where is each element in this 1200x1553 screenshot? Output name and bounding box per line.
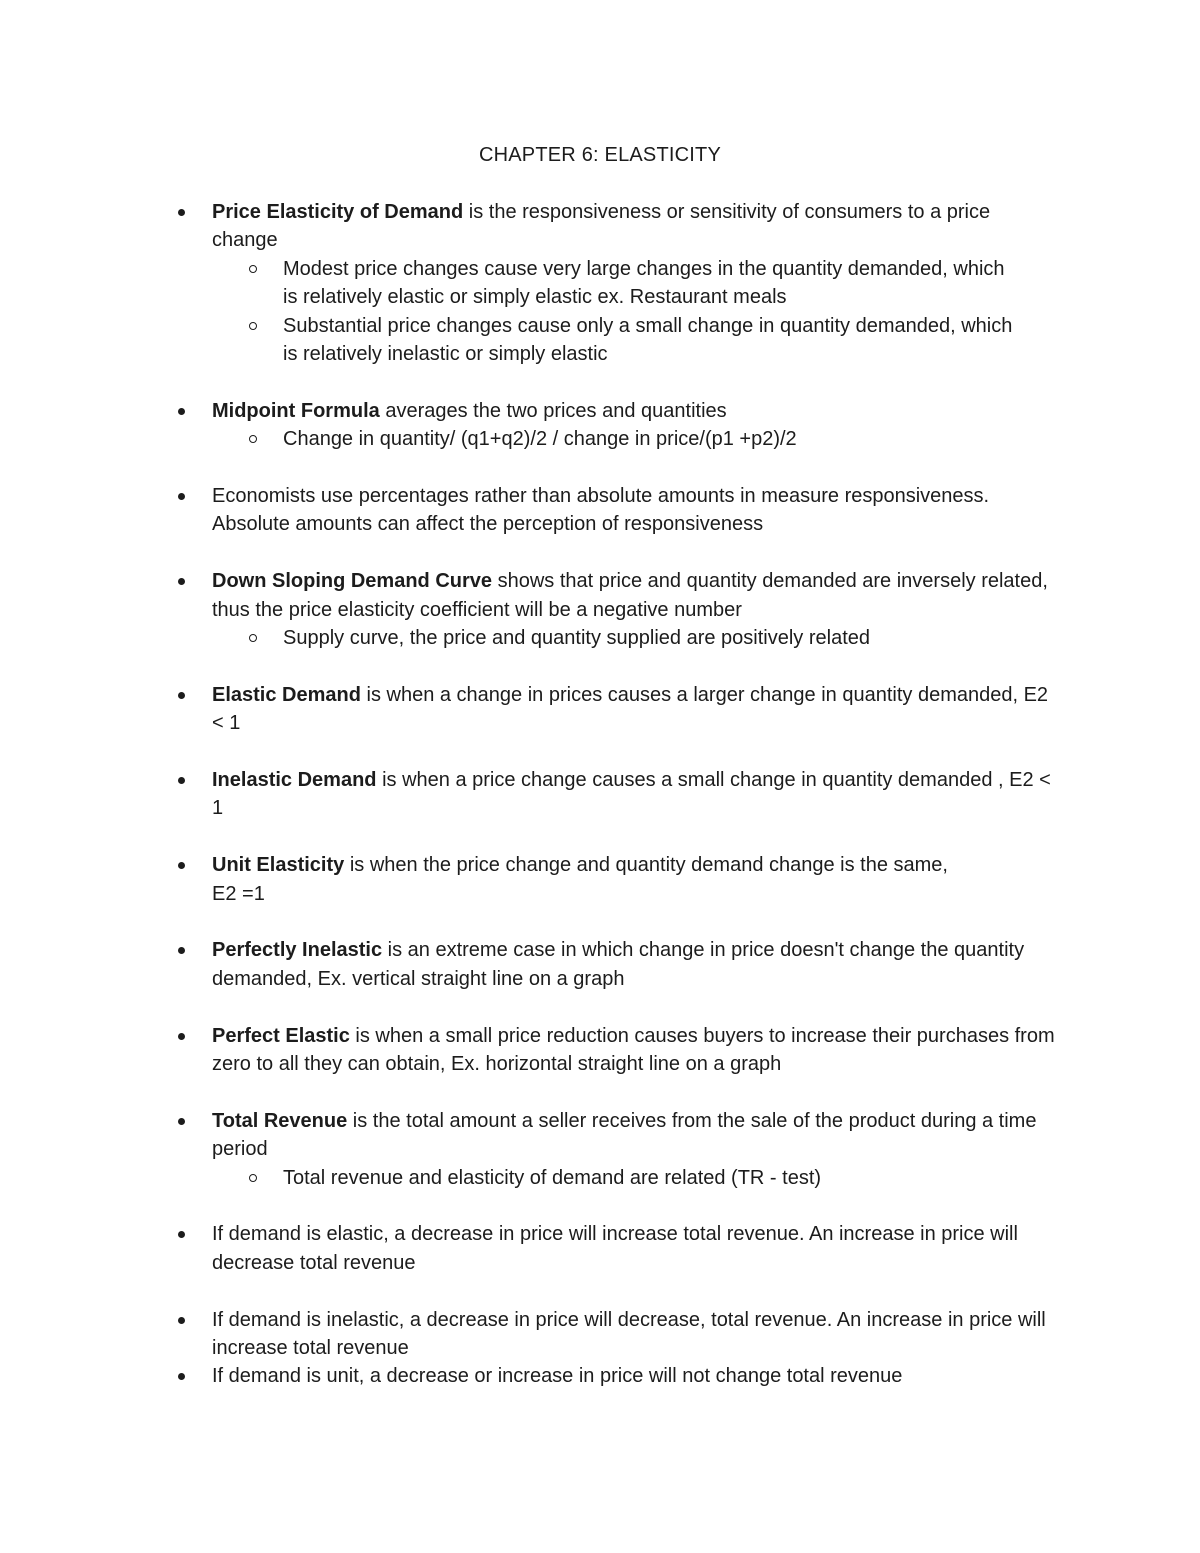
list-item <box>0 1362 1057 1390</box>
list-item <box>0 1306 1057 1363</box>
bullet-icon <box>178 578 185 585</box>
list-item <box>0 1022 1057 1079</box>
term: Elastic Demand <box>212 683 361 706</box>
definition: Economists use percentages rather than absolute amounts in measure responsiveness. Absolute amounts can affect the perception of responsiveness <box>212 485 990 536</box>
definition: is when a small price reduction causes buyers to increase their purchases from zero to all they can obtain, Ex. horizontal straight line on a graph <box>212 1024 1055 1076</box>
definition: is the total amount a seller receives from the sale of the product during a time period <box>212 1109 1037 1161</box>
circle-bullet-icon <box>249 322 257 330</box>
list-item <box>0 567 1057 624</box>
list-item <box>0 198 1057 255</box>
circle-bullet-icon <box>249 435 257 443</box>
definition: is an extreme case in which change in price doesn't change the quantity demanded, Ex. vertical straight line on a graph <box>212 939 1025 990</box>
bullet-icon <box>178 209 185 216</box>
bullet-icon <box>178 1317 185 1324</box>
list-item <box>0 1107 1057 1164</box>
term: Price Elasticity of Demand <box>212 201 464 223</box>
list-item <box>0 482 1057 539</box>
list-item <box>0 1220 1057 1277</box>
bullet-icon <box>178 777 185 784</box>
definition: is when a price change causes a small change in quantity demanded , E2 < 1 <box>212 769 1051 820</box>
notes-list <box>0 198 1200 1391</box>
term: Unit Elasticity <box>212 854 345 877</box>
sub-list-item: Supply curve, the price and quantity supplied are positively related <box>0 624 1023 652</box>
bullet-icon <box>178 408 185 415</box>
bullet-icon <box>178 862 185 869</box>
definition: averages the two prices and quantities <box>379 399 727 422</box>
definition: is when a change in prices causes a larger change in quantity demanded, E2 < 1 <box>212 683 1049 735</box>
definition: shows that price and quantity demanded are inversely related, thus the price elasticity coefficient will be a negative number <box>212 570 1048 621</box>
definition: If demand is elastic, a decrease in price will increase total revenue. An increase in price will decrease total revenue <box>212 1223 1018 1274</box>
definition: is when the price change and quantity demand change is the same, <box>344 854 948 877</box>
bullet-icon <box>178 1231 185 1238</box>
term: Inelastic Demand <box>212 769 377 792</box>
sub-list-item: Total revenue and elasticity of demand are related (TR - test) <box>0 1164 1023 1192</box>
list-item <box>0 851 1057 908</box>
definition: If demand is inelastic, a decrease in price will decrease, total revenue. An increase in price will increase total revenue <box>212 1308 1046 1360</box>
bullet-icon <box>178 1373 185 1380</box>
term: Total Revenue <box>212 1109 348 1132</box>
list-item <box>0 766 1057 823</box>
sub-list-item: Change in quantity/ (q1+q2)/2 / change in price/(p1 +p2)/2 <box>0 425 1023 453</box>
definition: If demand is unit, a decrease or increase in price will not change total revenue <box>212 1365 903 1388</box>
term: Midpoint Formula <box>212 399 380 422</box>
list-item <box>0 936 1057 993</box>
bullet-icon <box>178 493 185 500</box>
bullet-icon <box>178 692 185 699</box>
term: Down Sloping Demand Curve <box>212 570 493 593</box>
list-item <box>0 681 1057 738</box>
bullet-icon <box>178 1118 185 1125</box>
definition-line-2: E2 =1 <box>212 882 265 905</box>
circle-bullet-icon <box>249 1174 257 1182</box>
circle-bullet-icon <box>249 634 257 642</box>
circle-bullet-icon <box>249 265 257 273</box>
list-item <box>0 397 1057 425</box>
term: Perfectly Inelastic <box>212 939 383 962</box>
bullet-icon <box>178 1033 185 1040</box>
sub-list-item: Modest price changes cause very large changes in the quantity demanded, which is relatively elastic or simply elastic ex. Restaurant meals <box>0 255 1023 312</box>
definition: is the responsiveness or sensitivity of consumers to a price change <box>212 201 991 252</box>
page-title: CHAPTER 6: ELASTICITY <box>478 144 722 166</box>
sub-list-item: Substantial price changes cause only a small change in quantity demanded, which is relatively inelastic or simply elastic <box>0 312 1023 369</box>
term: Perfect Elastic <box>212 1024 350 1047</box>
bullet-icon <box>178 947 185 954</box>
